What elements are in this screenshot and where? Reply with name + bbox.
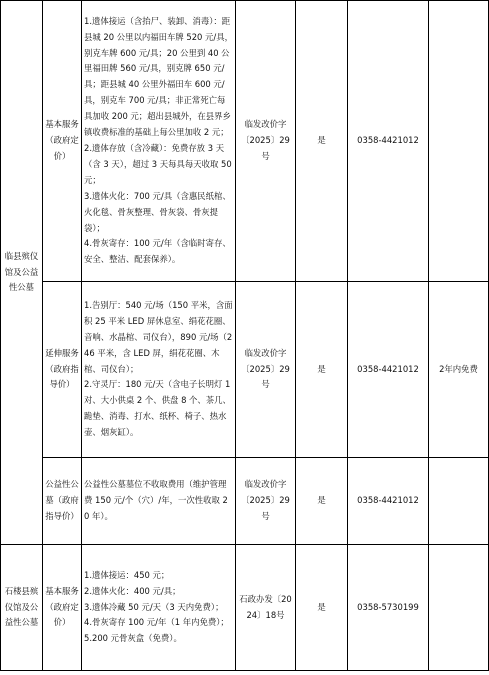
service-category: 公益性公墓（政府指导价） [43,458,82,545]
service-category: 基本服务（政府定价） [43,545,82,671]
facility-name: 临县殡仪馆及公益性公墓 [1,1,43,545]
note-cell [429,458,489,545]
compliance-flag: 是 [296,458,348,545]
compliance-flag: 是 [296,1,348,282]
compliance-flag: 是 [296,545,348,671]
content-line: 2.守灵厅：180 元/天（含电子长明灯 1 对、大小供桌 2 个、供盘 8 个、茶几、跪垫、消毒、打水、纸杯、椅子、热水壶、烟灰缸）。 [84,379,231,438]
contact-phone: 0358-4421012 [348,1,429,282]
content-line: 5.200 元骨灰盒（免费）。 [84,633,182,644]
price-document: 临发改价字〔2025〕29号 [236,282,296,458]
table-row [1,458,489,545]
price-document: 石政办发〔2024〕18号 [236,545,296,671]
service-category: 基本服务（政府定价） [43,1,82,282]
service-content [82,282,236,458]
service-content [82,545,236,671]
service-content [82,458,236,545]
content-line: 3.遗体火化：700 元/具（含惠民纸棺、火化毯、骨灰整理、骨灰袋、骨灰提袋）； [84,190,231,233]
content-line: 4.骨灰寄存：100 元/年（含临时寄存、安全、整洁、配套保养）。 [84,238,231,265]
facility-name: 石楼县殡仪馆及公益性公墓 [1,545,43,671]
contact-phone: 0358-4421012 [348,282,429,458]
content-line: 4.骨灰寄存 100 元/年（1 年内免费）； [84,617,229,628]
table-row [1,282,489,458]
table-row [1,1,489,282]
price-document: 临发改价字〔2025〕29号 [236,1,296,282]
content-line: 公益性公墓墓位不收取费用（维护管理费 150 元/个（穴）/年，一次性收取 20 年）。 [84,479,228,521]
note-cell [429,545,489,671]
service-content [82,1,236,282]
compliance-flag: 是 [296,282,348,458]
service-category: 延伸服务（政府指导价） [43,282,82,458]
content-line: 2.遗体存放（含冷藏）：免费存放 3 天（含 3 天），超过 3 天每具每天收取 50 元； [84,143,232,185]
contact-phone: 0358-5730199 [348,545,429,671]
note-cell [429,1,489,282]
content-line: 3.遗体冷藏 50 元/天（3 天内免费）； [84,601,224,612]
content-line: 2.遗体火化：400 元/具； [84,585,181,596]
content-line: 1.告别厅：540 元/场（150 平米，含面积 25 平米 LED 屏休息室、绢花花圈、音响、水晶棺、司仪台），890 元/场（246 平米，含 LED 屏，绢花花圈、木棺、司仪台）； [84,299,233,374]
contact-phone: 0358-4421012 [348,458,429,545]
table-row [1,545,489,671]
content-line: 1.遗体接运：450 元； [84,569,170,580]
content-line: 1.遗体接运（含抬尸、装卸、消毒）：距县城 20 公里以内福田车牌 520 元/具，别克车牌 600 元/具；20 公里到 40 公里福田牌 560 元/具，别克牌 650 元/具；距县城 40 公里外福田车 600 元/具，别克车 700 元/具；非正常死亡每具加收 200 元；超出县城外，在县界乡镇收费标准的基础上每公里加收 2 元； [84,15,233,138]
note-cell: 2年内免费 [429,282,489,458]
price-document: 临发改价字〔2025〕29号 [236,458,296,545]
